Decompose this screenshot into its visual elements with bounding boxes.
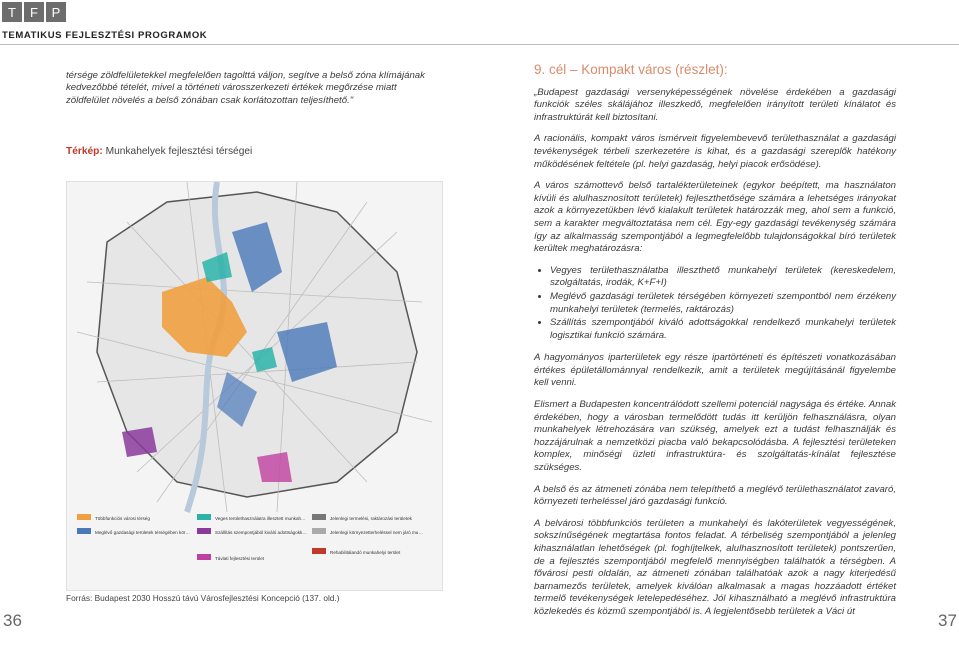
legend-label: Többfunkciós városi térség (95, 516, 150, 521)
map-source: Forrás: Budapest 2030 Hosszú távú Városfejlesztési Koncepció (137. old.) (66, 593, 340, 603)
legend-label: Meglévő gazdasági területek térségében kör… (95, 530, 190, 535)
legend-label: Veges területhasználatra illesztett munkah… (215, 516, 306, 521)
goal-title: 9. cél – Kompakt város (részlet): (534, 62, 728, 77)
bullet-item: • Meglévő gazdasági területek térségében környezeti szempontból nem érzékeny munkahelyi területek (termelés, raktározás) (550, 291, 896, 316)
tfp-logo (2, 2, 66, 22)
legend-label: Távlati fejlesztési terület (215, 556, 265, 561)
program-title: TEMATIKUS FEJLESZTÉSI PROGRAMOK (2, 30, 208, 41)
map-legend (77, 514, 423, 561)
bullet-item: • Vegyes területhasználatba illeszthető munkahelyi területek (kereskedelem, szolgáltatás, irodák, K+F+I) (550, 265, 896, 290)
paragraph-4: Elismert a Budapesten koncentrálódott szellemi potenciál nagysága és értéke. Annak érdekében, hogy a városban termelődött tudás itt kerüljön felhasználásra, olyan munkahelyek létrehozására van szükség, amelyek ezt a tudást felhasználják és hozzájárulnak a nemzetközi piacba való bekapcsolódásba. A fejlesztési területeken komplex, minőségi üzleti infrastruktúra- és szolgáltatás-kínálat fejlesztése szükséges. (534, 399, 896, 474)
logo-letter-t: T (2, 2, 22, 22)
legend-label: Rehabilitálandó munkahelyi terület (330, 550, 401, 555)
legend-label: Jelenlegi termelési, raktározási területek (330, 516, 412, 521)
paragraph-5: A belső és az átmeneti zónába nem telepíthető a meglévő területhasználatot zavaró, környezeti terheléssel járó gazdasági funkció. (534, 483, 896, 508)
intro-quote-text: térsége zöldfelületekkel megfelelően tagolttá váljon, segítve a belső zóna klímájának kedvezőbbé tételét, mivel a történeti városszerkezeti értékek megőrzése miatt zöldfelület növelés a belső zónában csak korlátozottan teljesíthető." (66, 70, 425, 106)
legend-label: Jelenlegi környezetterheléssel nem járó mu… (330, 530, 423, 535)
paragraph-2: A város számottevő belső tartalékterületeinek (egykor beépített, ma használaton kívüli és alulhasznosított területek) fejleszthetősége számára a lehetséges irányokat azok a környezetükben lévő kialakult területek határozzák meg, ahol sem a funkció, sem a karakter megváltoztatása nem cél. Egy-egy gazdasági tevékenység számára így az alkalmasság szempontjából a legmegfelelőbb tulajdonságokkal bíró területek kerültek meghatározásra: (534, 180, 896, 255)
map-caption-bold: Térkép: (66, 146, 103, 157)
map-figure (66, 181, 443, 591)
map-caption (66, 146, 252, 157)
logo-letter-p: P (46, 2, 66, 22)
budapest-map (67, 182, 442, 590)
right-column (534, 64, 896, 628)
bullet-item: • Szállítás szempontjából kiváló adottságokkal rendelkező munkahelyi területek logisztikai funkció számára. (550, 317, 896, 342)
header-divider (0, 44, 959, 45)
logistics-area-west (122, 427, 157, 457)
logo-letter-f: F (24, 2, 44, 22)
paragraph-1: A racionális, kompakt város ismérveit figyelembevevő területhasználat a gazdasági tevékenységek térbeli szerkezetére is kihat, és a gazdasági szereplők hatékony működésének feltétele (pl. helyi gazdaság, helyi piacok erősödése). (534, 133, 896, 170)
left-column (66, 70, 438, 107)
legend-label: Szállítás szempontjából kiváló adottságokk… (215, 530, 307, 535)
paragraph-3: A hagyományos iparterületek egy része ipartörténeti és építészeti vonatkozásában értékes épületállománnyal rendelkezik, amit a területek megújításánál figyelembe kell venni. (534, 352, 896, 389)
paragraph-6: A belvárosi többfunkciós területen a munkahelyi és lakóterületek vegyességének, sokszínűségének megtartása fontos feladat. A térbeliség szempontjából a jelenleg kihasználatlan lehetőségek (pl. foghíjtelkek, alulhasznosított területek) pontszerűen, de a fejlesztés szempontjából megfelelő mennyiségben találhatók a térségben. A fővárosi pesti oldalán, az átmeneti zónában találhatóak azok a nagy kiterjedésű barnamezős területek, amelyek kiválóan alkalmasak a magas hozzáadott értéket termelő tevékenységek letelepedéséhez. Jól kihasználható a meglévő infrastruktúra közlekedés és közmű szempontjából is. A legjelentősebb területek a Váci út (534, 517, 896, 617)
quote-paragraph: „Budapest gazdasági versenyképességének növelése érdekében a gazdasági funkciók széles skálájához illeszkedő, megfelelően irányított területi kínálatot és infrastruktúrát kell biztosítani. (534, 86, 896, 123)
page-number-right: 37 (938, 611, 957, 630)
logistics-area-south (257, 452, 292, 482)
bullet-list (534, 265, 896, 343)
page-number-left: 36 (3, 611, 22, 630)
map-caption-text: Munkahelyek fejlesztési térségei (102, 146, 253, 157)
